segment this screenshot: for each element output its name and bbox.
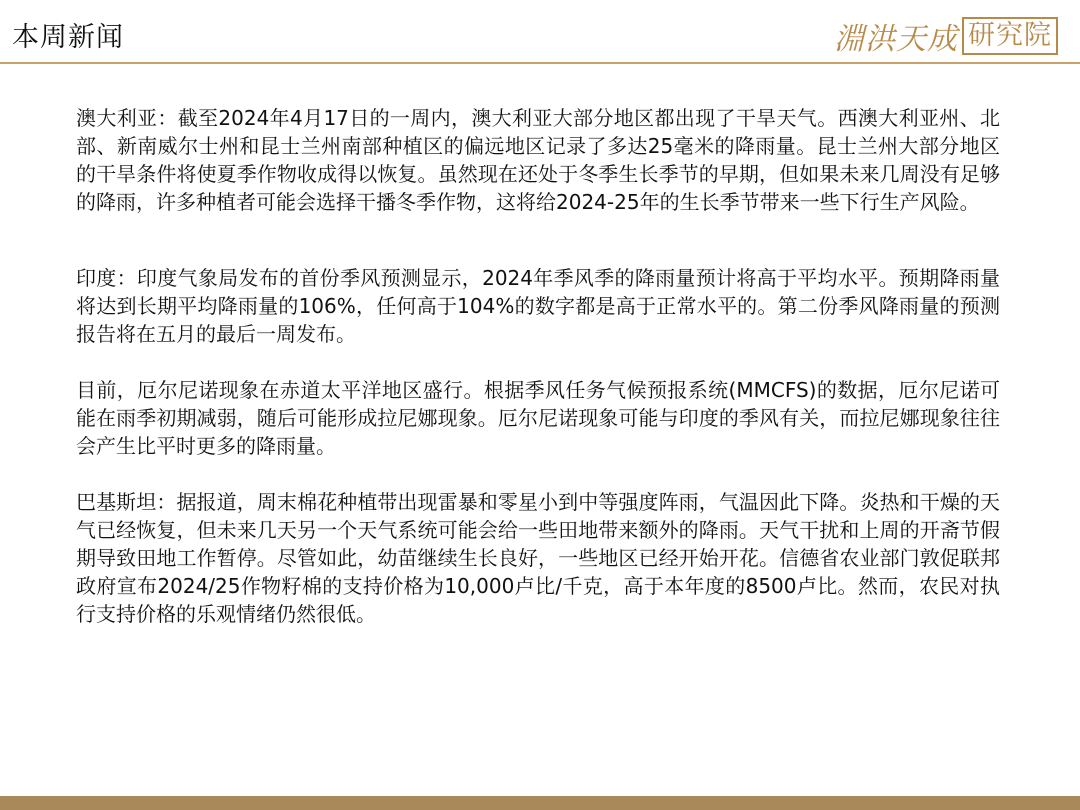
news-paragraph-australia: 澳大利亚：截至2024年4月17日的一周内，澳大利亚大部分地区都出现了干旱天气。西澳大利亚州、北部、新南威尔士州和昆士兰州南部种植区的偏远地区记录了多达25毫米的降雨量。昆士兰州大部分地区的干旱条件将使夏季作物收成得以恢复。虽然现在还处于冬季生长季节的早期，但如果未来几周没有足够的降雨，许多种植者可能会选择干播冬季作物，这将给2024-25年的生长季节带来一些下行生产风险。 — [76, 106, 1000, 214]
header-divider — [0, 62, 1080, 64]
news-paragraph-pakistan: 巴基斯坦：据报道，周末棉花种植带出现雷暴和零星小到中等强度阵雨，气温因此下降。炎热和干燥的天气已经恢复，但未来几天另一个天气系统可能会给一些田地带来额外的降雨。天气干扰和上周的开斋节假期导致田地工作暂停。尽管如此，幼苗继续生长良好，一些地区已经开始开花。信德省农业部门敦促联邦政府宣布2024/25作物籽棉的支持价格为10,000卢比/千克，高于本年度的8500卢比。然而，农民对执行支持价格的乐观情绪仍然很低。 — [76, 490, 1000, 626]
logo-box-text: 研究院 — [962, 17, 1058, 55]
footer-bar — [0, 796, 1080, 810]
news-paragraph-india: 印度：印度气象局发布的首份季风预测显示，2024年季风季的降雨量预计将高于平均水平。预期降雨量将达到长期平均降雨量的106%，任何高于104%的数字都是高于正常水平的。第二份季风降雨量的预测报告将在五月的最后一周发布。 — [76, 266, 1000, 346]
news-body — [76, 104, 1000, 628]
news-paragraph-el-nino: 目前，厄尔尼诺现象在赤道太平洋地区盛行。根据季风任务气候预报系统(MMCFS)的数据，厄尔尼诺可能在雨季初期减弱，随后可能形成拉尼娜现象。厄尔尼诺现象可能与印度的季风有关，而拉尼娜现象往往会产生比平时更多的降雨量。 — [76, 378, 1000, 458]
page-title: 本周新闻 — [12, 22, 124, 53]
brand-logo — [834, 14, 1058, 58]
logo-text: 淵洪天成 — [834, 22, 958, 57]
